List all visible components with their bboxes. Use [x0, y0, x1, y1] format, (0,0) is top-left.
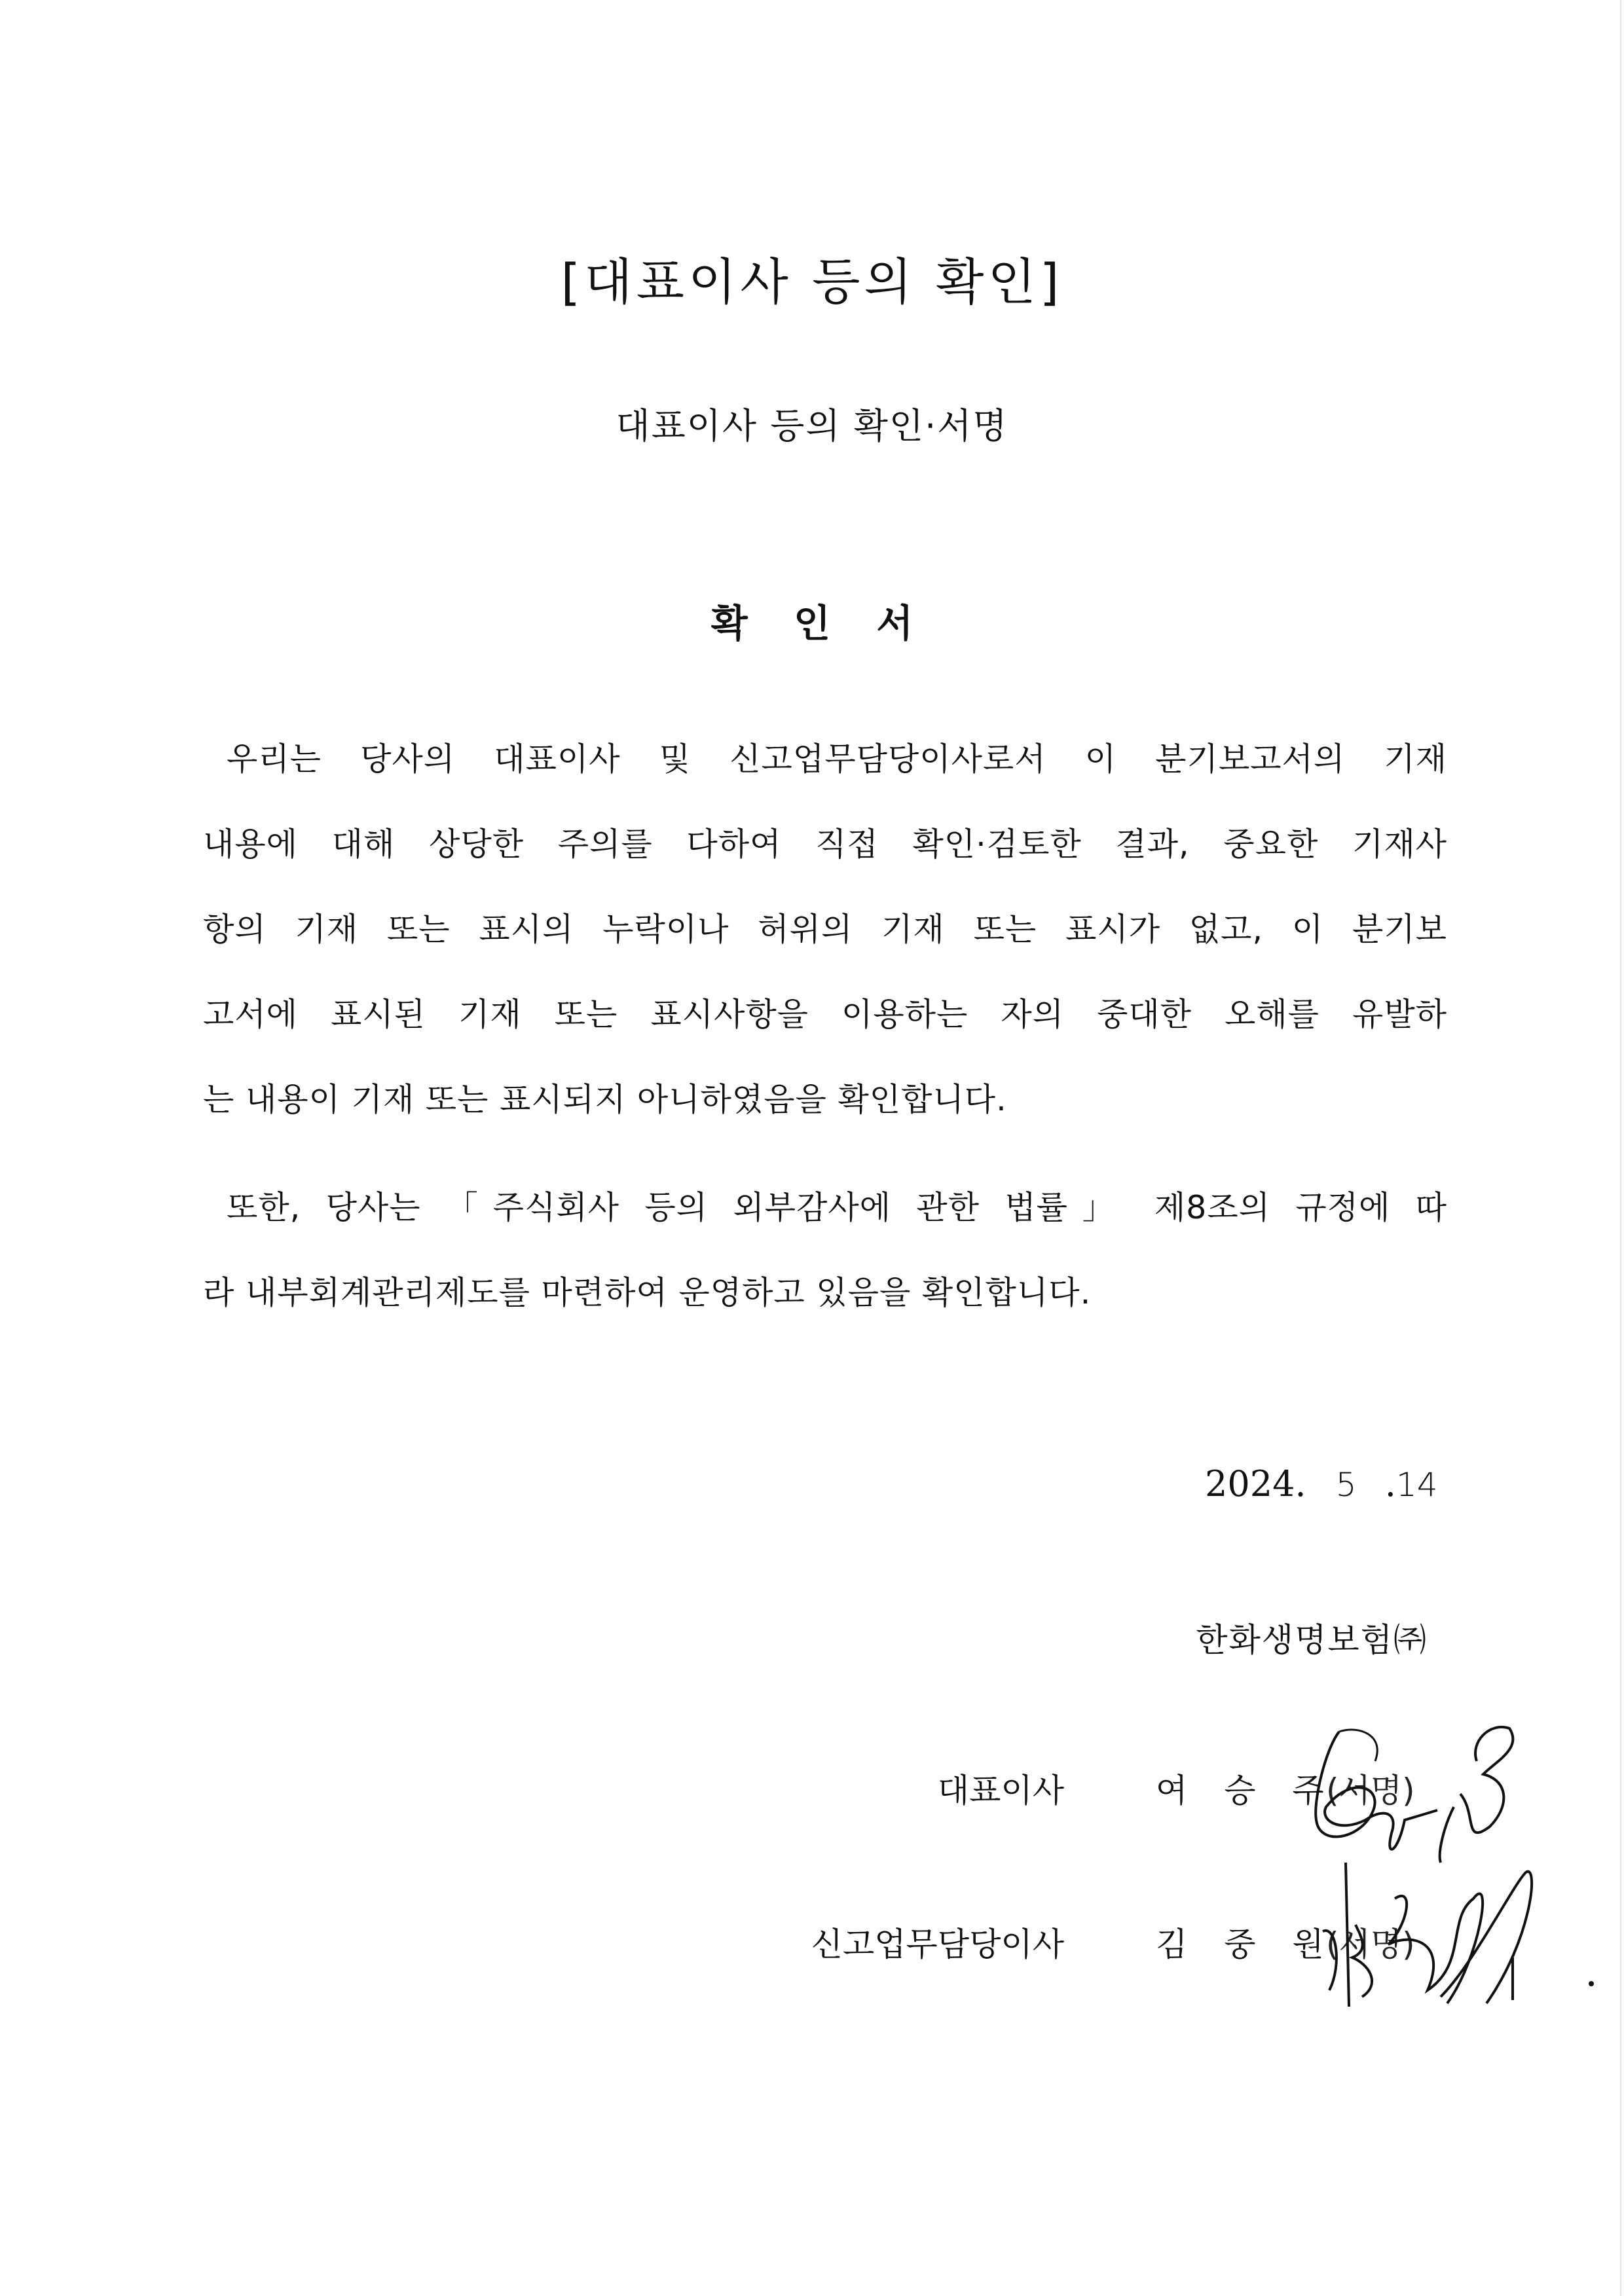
paragraph-line: 내용에 대해 상당한 주의를 다하여 직접 확인·검토한 결과, 중요한 기재사 — [203, 826, 1447, 863]
document-title: [대표이사 등의 확인] — [561, 253, 1063, 311]
signature-mark: (서명) — [1326, 1925, 1415, 1963]
paragraph-line: 항의 기재 또는 표시의 누락이나 허위의 기재 또는 표시가 없고, 이 분기보 — [203, 911, 1447, 948]
confirmation-paragraph-2 — [203, 1165, 1447, 1336]
handwritten-signature-icon — [1300, 1722, 1549, 1866]
signatory-name: 김 중 원 — [1156, 1925, 1337, 1963]
paragraph-line: 라 내부회계관리제도를 마련하여 운영하고 있음을 확인합니다. — [203, 1274, 1092, 1311]
signatory-name: 여 승 주 — [1156, 1772, 1337, 1810]
paragraph-line: 고서에 표시된 기재 또는 표시사항을 이용하는 자의 중대한 오해를 유발하 — [203, 996, 1447, 1033]
signatory-role: 신고업무담당이사 — [811, 1925, 1064, 1963]
handwritten-signature-icon — [1316, 1859, 1604, 2010]
signatory-role: 대표이사 — [937, 1772, 1064, 1810]
page-edge — [1620, 0, 1621, 2296]
date-month-handwritten: 5 — [1335, 1466, 1357, 1504]
paragraph-line: 또한, 당사는 「주식회사 등의 외부감사에 관한 법률」 제8조의 규정에 따 — [227, 1189, 1447, 1226]
document-date — [1205, 1463, 1438, 1504]
signature-mark: (서명) — [1326, 1772, 1415, 1810]
confirmation-paragraph-1 — [203, 717, 1447, 1142]
confirmation-heading: 확 인 서 — [710, 601, 913, 646]
paragraph-line: 는 내용이 기재 또는 표시되지 아니하였음을 확인합니다. — [203, 1081, 1007, 1118]
date-year: 2024. — [1205, 1463, 1306, 1504]
paragraph-line: 우리는 당사의 대표이사 및 신고업무담당이사로서 이 분기보고서의 기재 — [227, 740, 1447, 778]
company-name: 한화생명보험㈜ — [1196, 1621, 1428, 1659]
date-day-handwritten: 14 — [1395, 1466, 1438, 1504]
date-separator: . — [1384, 1463, 1396, 1504]
document-subtitle: 대표이사 등의 확인·서명 — [616, 405, 1008, 446]
